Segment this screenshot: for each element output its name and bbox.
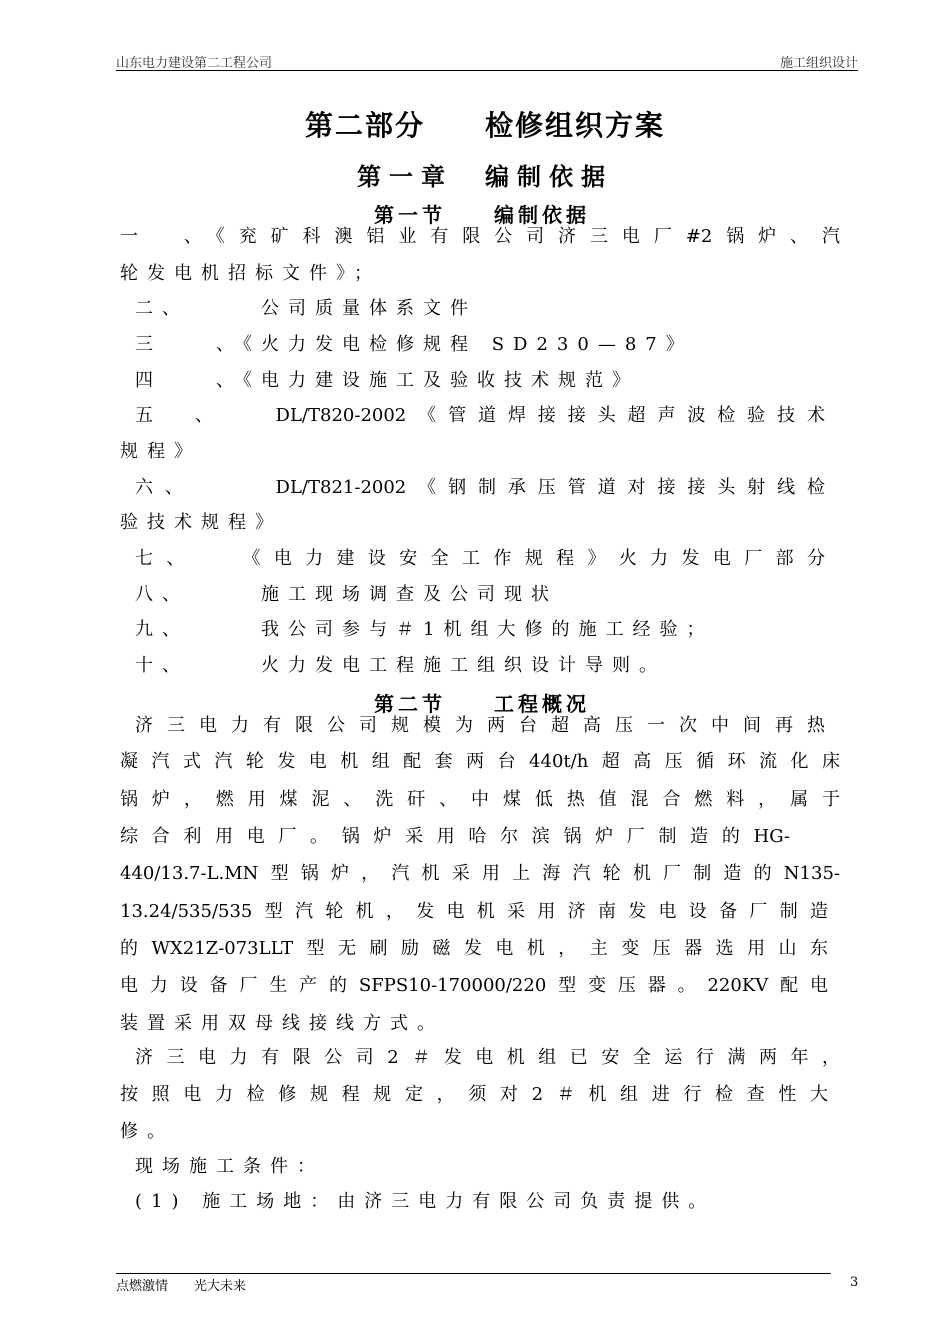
page-header [116,52,858,71]
basis-item-1: 一 、《兖矿科澳铝业有限公司济三电厂#2锅炉、汽 [120,226,840,247]
header-doc-type: 施工组织设计 [779,56,858,71]
overview-line-8: 电力设备厂生产的SFPS10-170000/220型变压器。220KV配电 [120,975,828,996]
overview-line-11: 按照电力检修规程规定，须对2＃机组进行检查性大 [120,1084,828,1105]
basis-item-1-cont: 轮发电机招标文件》； [120,263,381,284]
header-company: 山东电力建设第二工程公司 [116,56,273,71]
overview-line-1: 济三电力有限公司规模为两台超高压一次中间再热 [135,715,825,736]
section-1-title: 第一节 编制依据 [374,203,590,227]
site-condition-1: (1) 施工场地：由济三电力有限公司负责提供。 [135,1191,716,1212]
basis-item-7: 七、 《电力建设安全工作规程》火力发电厂部分 [135,548,825,569]
overview-line-5: 440/13.7-L.MN型锅炉，汽机采用上海汽轮机厂制造的N135- [120,863,840,884]
page-number: 3 [850,1275,859,1290]
basis-item-6-cont: 验技术规程》 [120,512,282,533]
footer-slogan: 点燃激情 光大未来 [116,1279,247,1294]
basis-item-8: 八、 施工现场调查及公司现状 [135,584,558,605]
basis-item-3: 三 、《火力发电检修规程 SD230—87》 [135,334,693,355]
basis-item-10: 十、 火力发电工程施工组织设计导则。 [135,655,666,676]
overview-line-9: 装置采用双母线接线方式。 [120,1013,444,1034]
section-2-title: 第二节 工程概况 [374,692,590,716]
overview-line-2: 凝汽式汽轮发电机组配套两台440t/h超高压循环流化床 [120,751,840,772]
overview-line-10: 济三电力有限公司2＃发电机组已安全运行满两年， [135,1047,840,1068]
basis-item-5: 五 、 DL/T820-2002《管道焊接接头超声波检验技术 [135,405,825,426]
overview-line-7: 的WX21Z-073LLT型无刷励磁发电机，主变压器选用山东 [120,938,828,959]
overview-line-4: 综合利用电厂。锅炉采用哈尔滨锅炉厂制造的HG- [120,826,790,847]
overview-line-3: 锅炉，燃用煤泥、洗矸、中煤低热值混合燃料，属于 [120,789,840,810]
basis-item-4: 四 、《电力建设施工及验收技术规范》 [135,370,639,391]
overview-line-6: 13.24/535/535型汽轮机，发电机采用济南发电设备厂制造 [120,901,828,922]
basis-item-9: 九、 我公司参与＃1机组大修的施工经验； [135,619,714,640]
site-conditions-label: 现场施工条件： [135,1156,324,1177]
basis-item-6: 六、 DL/T821-2002《钢制承压管道对接接头射线检 [135,477,825,498]
basis-item-5-cont: 规程》 [120,441,201,462]
footer-rule [116,1273,831,1274]
basis-item-2: 二、 公司质量体系文件 [135,298,477,319]
overview-line-12: 修。 [120,1121,174,1142]
part-title: 第二部分 检修组织方案 [304,109,665,142]
chapter-title: 第一章 编制依据 [357,163,613,191]
